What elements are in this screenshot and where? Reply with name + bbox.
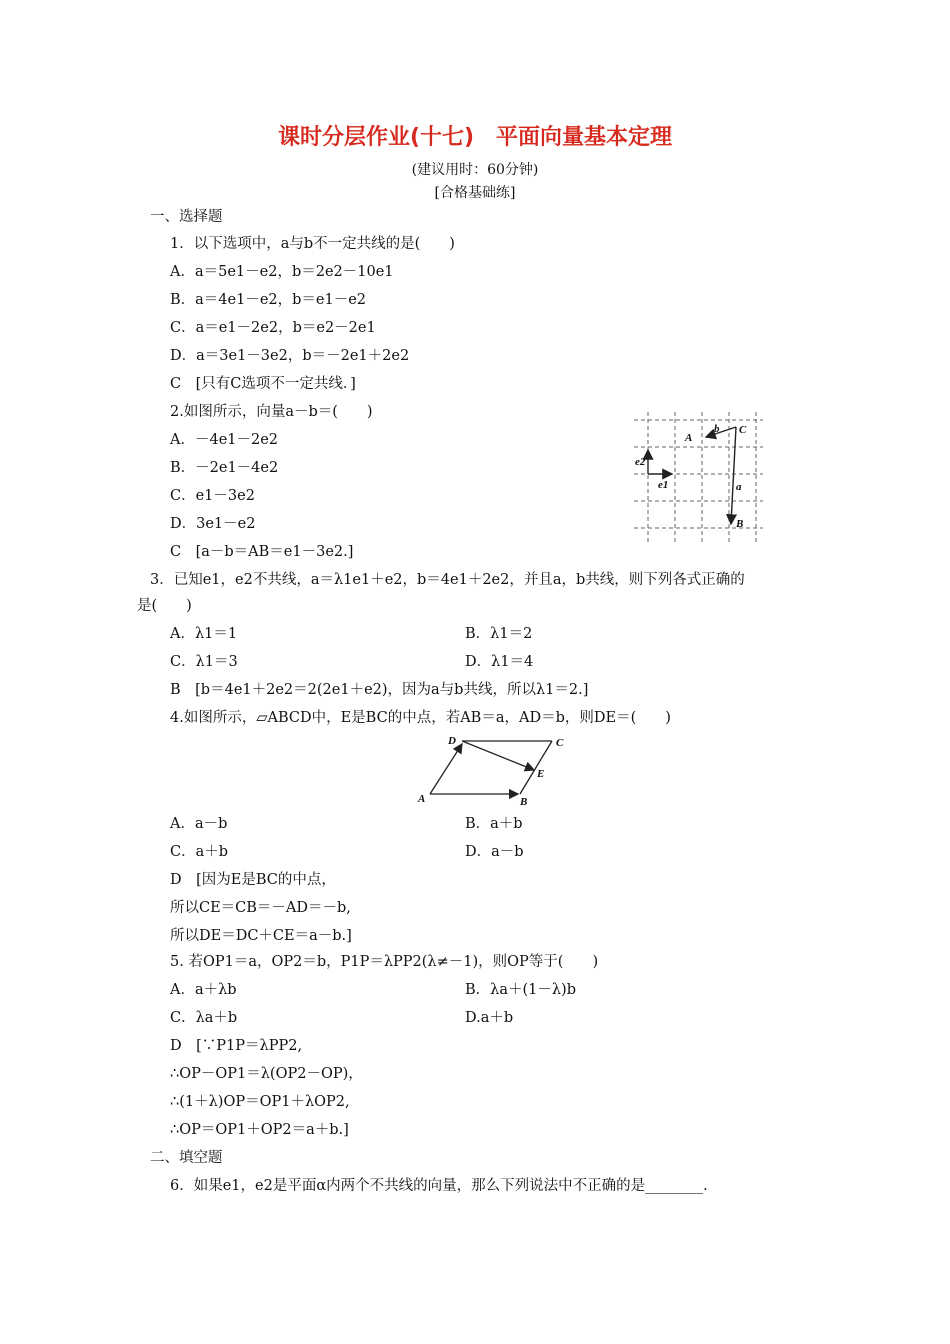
q2-stem: 2.如图所示，向量a－b＝( ): [170, 404, 373, 420]
q2-option-c: C．e1－3e2: [170, 488, 255, 504]
q4-stem: 4.如图所示，▱ABCD中，E是BC的中点，若AB＝a，AD＝b，则DE＝( ): [170, 710, 671, 726]
q4-option-c: C．a＋b: [170, 844, 229, 860]
label-A: A: [418, 793, 426, 805]
q4-parallelogram-figure: [410, 730, 580, 812]
q5-answer-4: ∴OP＝OP1＋OP2＝a＋b.]: [170, 1122, 349, 1138]
q1-option-c: C．a＝e1－2e2，b＝e2－2e1: [170, 320, 376, 336]
label-e2: e2: [635, 456, 646, 468]
q1-answer: C [只有C选项不一定共线．]: [170, 376, 356, 392]
a-vector: [731, 427, 736, 524]
q4-option-a: A．a－b: [170, 816, 228, 832]
label-a: a: [736, 481, 742, 493]
q1-option-a: A．a＝5e1－e2，b＝2e2－10e1: [170, 264, 394, 280]
label-E: E: [537, 768, 545, 780]
q3-option-c: C．λ1＝3: [170, 654, 238, 670]
section-choice: 一、选择题: [150, 209, 223, 225]
q3-stem-1: 3．已知e1，e2不共线，a＝λ1e1＋e2，b＝4e1＋2e2，并且a，b共线，则下列各式正确的: [150, 572, 745, 588]
label-C: C: [556, 737, 564, 749]
page-title: 课时分层作业(十七) 平面向量基本定理: [277, 125, 673, 150]
label-B: B: [520, 796, 528, 808]
q5-option-b: B．λa＋(1－λ)b: [465, 982, 577, 998]
section-fill: 二、填空题: [150, 1150, 223, 1166]
q5-answer-2: ∴OP－OP1＝λ(OP2－OP)，: [170, 1066, 363, 1082]
label-b: b: [714, 423, 720, 435]
q5-option-c: C．λa＋b: [170, 1010, 238, 1026]
label-B: B: [736, 518, 744, 530]
b-vector: [706, 427, 736, 437]
q3-option-a: A．λ1＝1: [170, 626, 238, 642]
label-C: C: [739, 424, 747, 436]
q1-option-d: D．a＝3e1－3e2，b＝－2e1＋2e2: [170, 348, 410, 364]
q5-option-a: A．a＋λb: [170, 982, 237, 998]
label-A: A: [685, 432, 693, 444]
q4-answer-3: 所以DE＝DC＋CE＝a－b.]: [170, 928, 352, 944]
q4-option-b: B．a＋b: [465, 816, 523, 832]
q2-option-b: B．－2e1－4e2: [170, 460, 279, 476]
q5-stem: 5. 若OP1＝a，OP2＝b，P1P＝λPP2(λ≠－1)，则OP等于( ): [170, 954, 599, 970]
q4-option-d: D．a－b: [465, 844, 524, 860]
q5-answer-1: D [∵P1P＝λPP2,: [170, 1038, 303, 1054]
q3-option-d: D．λ1＝4: [465, 654, 534, 670]
q5-answer-3: ∴(1＋λ)OP＝OP1＋λOP2,: [170, 1094, 350, 1110]
q5-option-d: D.a＋b: [465, 1010, 514, 1026]
q3-option-b: B．λ1＝2: [465, 626, 533, 642]
q4-answer-1: D [因为E是BC的中点，: [170, 872, 336, 888]
time-note: (建议用时：60分钟): [411, 162, 539, 178]
q2-option-a: A．－4e1－2e2: [170, 432, 279, 448]
q6-stem: 6．如果e1，e2是平面α内两个不共线的向量，那么下列说法中不正确的是________.: [170, 1178, 708, 1194]
q2-grid-figure: [628, 410, 768, 545]
level-label: [合格基础练]: [434, 185, 516, 201]
q3-answer: B [b＝4e1＋2e2＝2(2e1＋e2)，因为a与b共线，所以λ1＝2.]: [170, 682, 589, 698]
label-e1: e1: [658, 479, 669, 491]
q4-answer-2: 所以CE＝CB＝－AD＝－b,: [170, 900, 351, 916]
q3-stem-2: 是( ): [137, 598, 192, 614]
label-D: D: [448, 735, 456, 747]
q1-stem: 1．以下选项中，a与b不一定共线的是( ): [170, 236, 455, 252]
q2-answer: C [a－b＝AB＝e1－3e2.]: [170, 544, 354, 560]
q1-option-b: B．a＝4e1－e2，b＝e1－e2: [170, 292, 367, 308]
q2-option-d: D．3e1－e2: [170, 516, 256, 532]
